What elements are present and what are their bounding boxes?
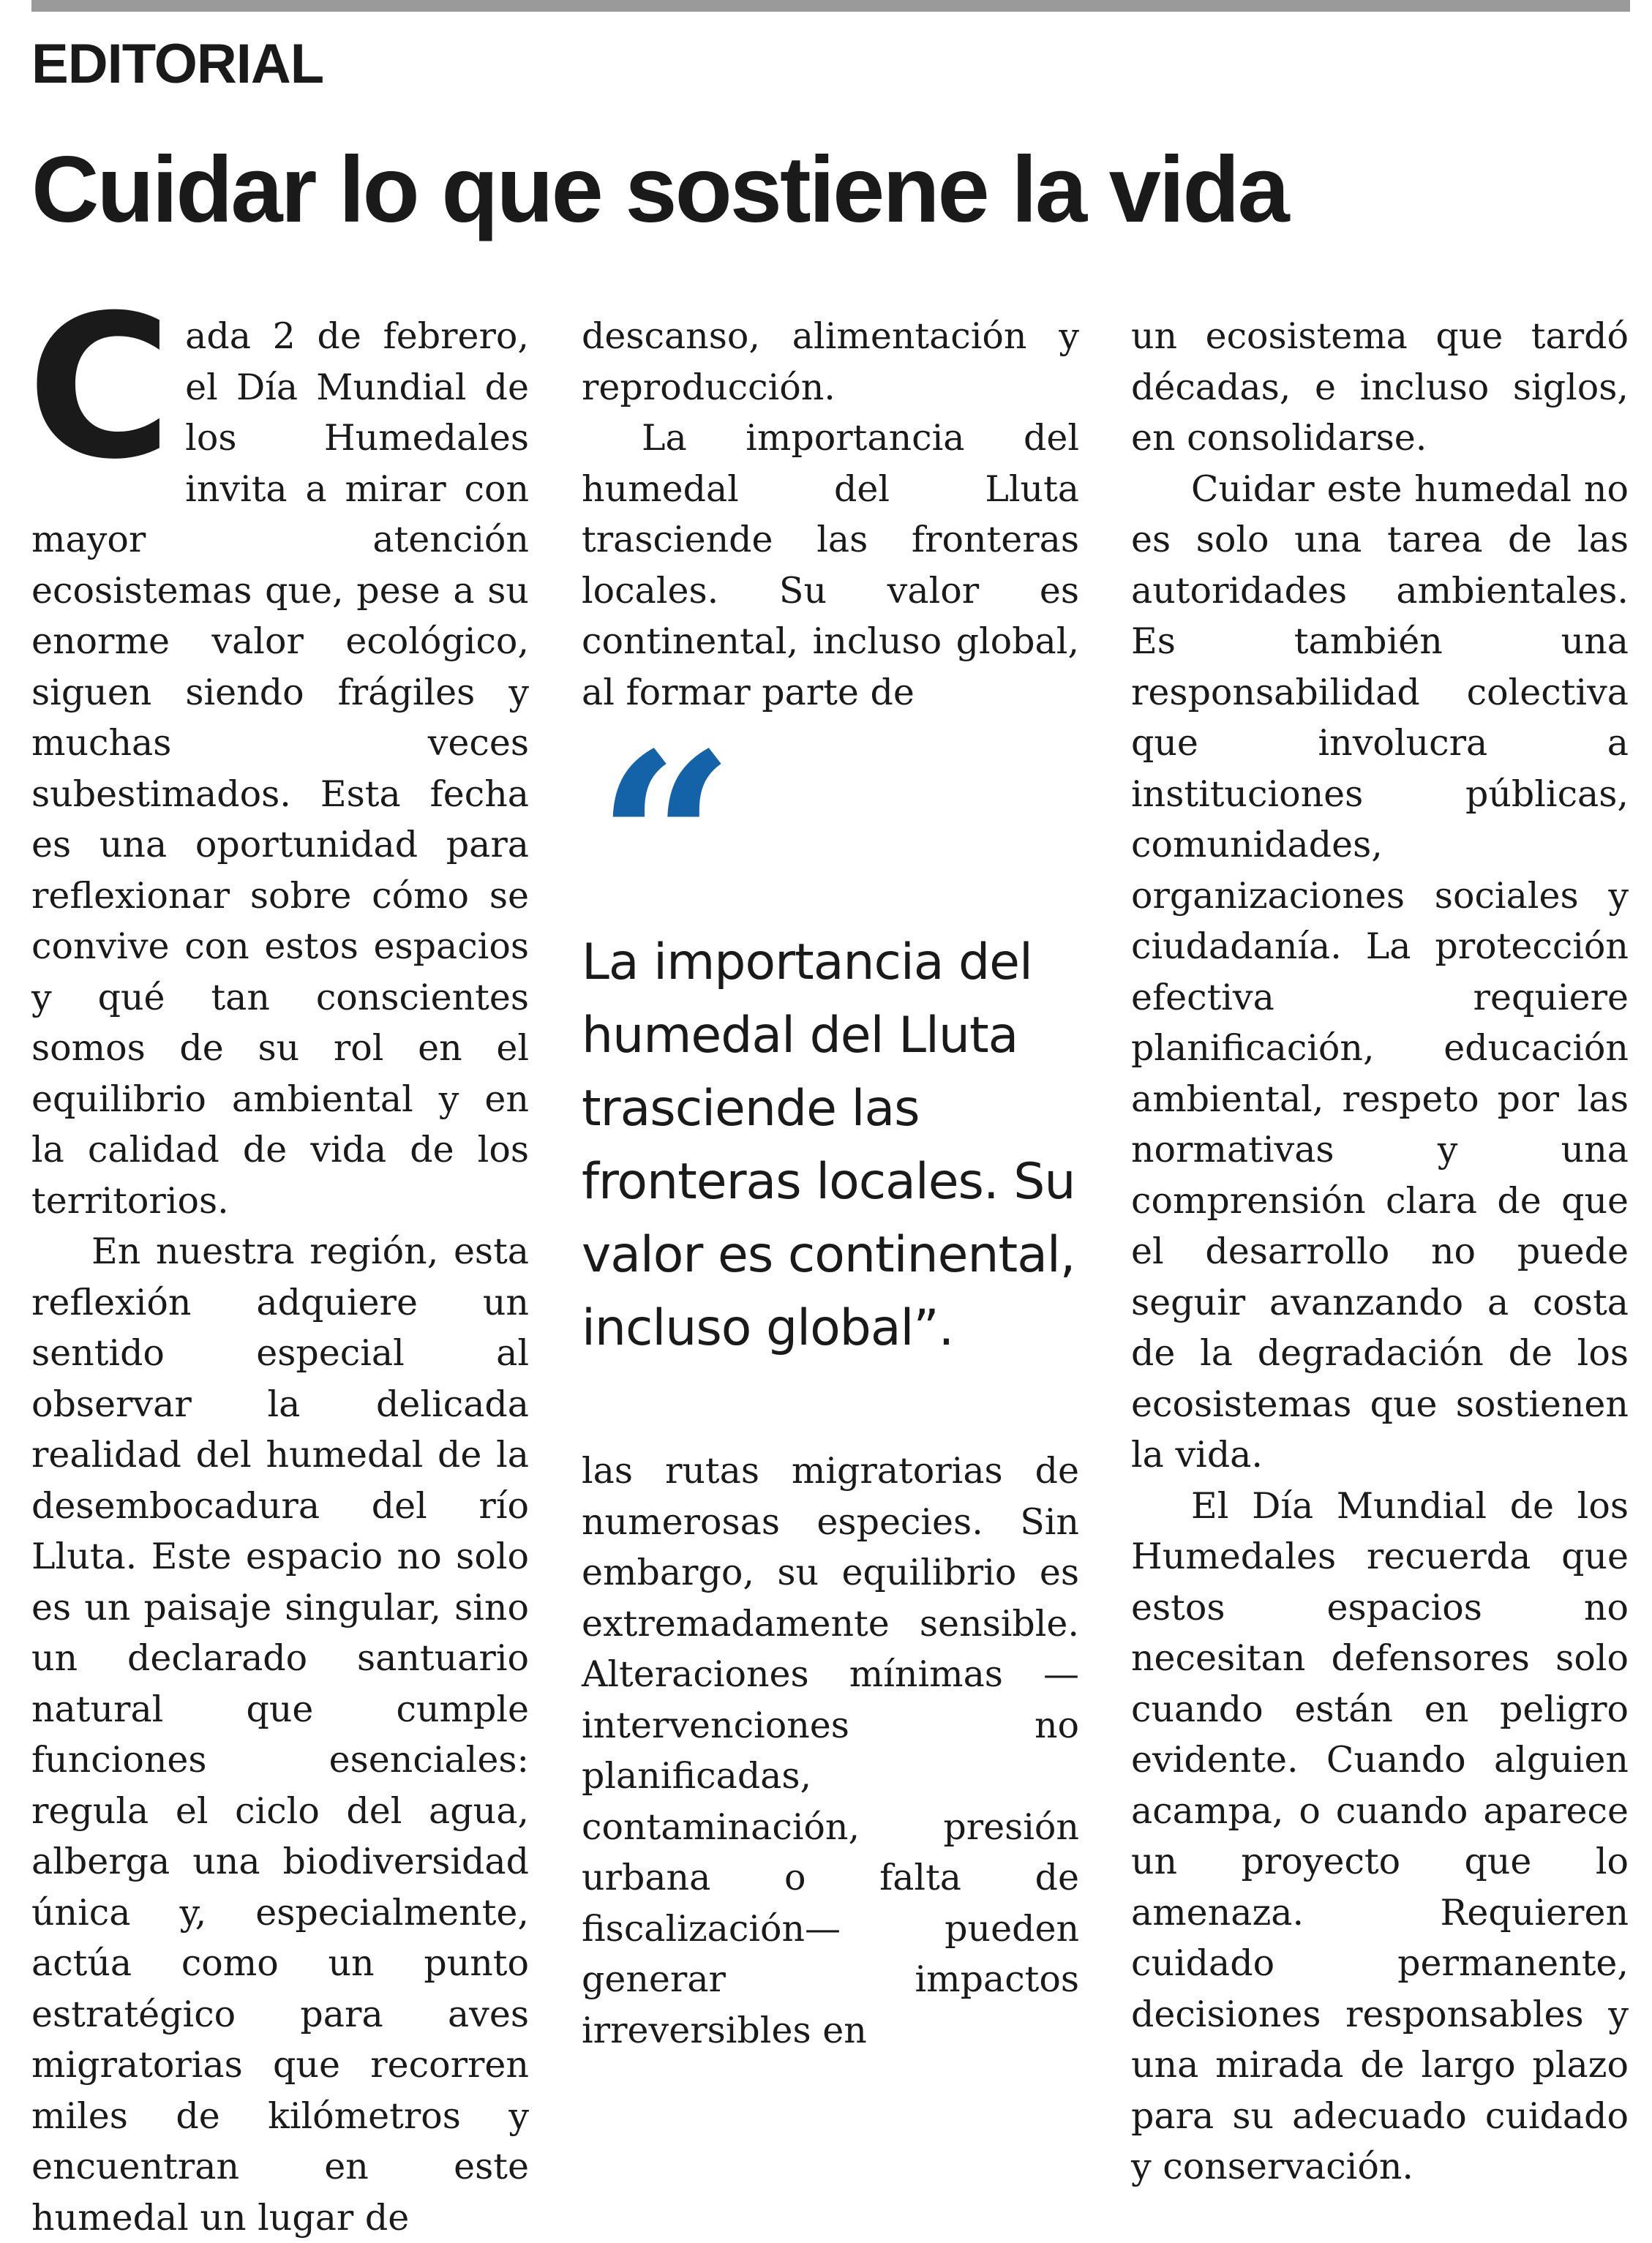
article-column-1 (27, 272, 529, 2243)
article-column-3 (1131, 311, 1629, 2193)
headline: Cuidar lo que sostiene la vida (31, 138, 1288, 242)
lead-paragraph (27, 272, 529, 1226)
drop-cap: C (27, 272, 173, 503)
body-paragraph: descanso, alimentación y reproducción. (582, 315, 1079, 408)
body-paragraph: La importancia del humedal del Lluta trasciende las fronteras locales. Su valor es continental, incluso global, al formar parte de (582, 417, 1079, 713)
body-paragraph: En nuestra región, esta reflexión adquiere un sentido especial al observar la delicada realidad del humedal de la desembocadura del río Lluta. Este espacio no solo es un paisaje singular, sino un declarado santuario natural que cumple funciones esenciales: regula el ciclo del agua, alberga una biodiversidad única y, especialmente, actúa como un punto estratégico para aves migratorias que recorren miles de kilómetros y encuentran en este humedal un lugar de (31, 1231, 529, 2239)
section-label: EDITORIAL (31, 33, 324, 95)
quote-mark-icon: “ (596, 700, 735, 984)
pull-quote-text: La importancia del humedal del Lluta trasciende las fronteras locales. Su valor es continental, incluso global”. (582, 933, 1075, 1357)
body-paragraph: El Día Mundial de los Humedales recuerda que estos espacios no necesitan defensores solo cuando están en peligro evidente. Cuando alguien acampa, o cuando aparece un proyecto que lo amenaza. Requieren cuidado permanente, decisiones responsables y una mirada de largo plazo para su adecuado cuidado y conservación. (1131, 1484, 1629, 2187)
lead-paragraph-text: ada 2 de febrero, el Día Mundial de los Humedales invita a mirar con mayor atención ecosistemas que, pese a su enorme valor ecológico, siguen siendo frágiles y muchas veces subestimados. Esta fecha es una oportunidad para reflexionar sobre cómo se convive con estos espacios y qué tan conscientes somos de su rol en el equilibrio ambiental y en la calidad de vida de los territorios. (31, 315, 529, 1222)
body-paragraph: Cuidar este humedal no es solo una tarea de las autoridades ambientales. Es también una responsabilidad colectiva que involucra a instituciones públicas, comunidades, organizaciones sociales y ciudadanía. La protección efectiva requiere planificación, educación ambiental, respeto por las normativas y una comprensión clara de que el desarrollo no puede seguir avanzando a costa de la degradación de los ecosistemas que sostienen la vida. (1131, 467, 1629, 1476)
pull-quote (582, 700, 1079, 1365)
body-paragraph: las rutas migratorias de numerosas especies. Sin embargo, su equilibrio es extremadamente sensible. Alteraciones mínimas — intervenciones no planificadas, contaminación, presión urbana o falta de fiscalización— pueden generar impactos irreversibles en (582, 1450, 1079, 2051)
body-paragraph: un ecosistema que tardó décadas, e incluso siglos, en consolidarse. (1131, 315, 1629, 459)
article-column-2 (582, 311, 1079, 2056)
top-rule (31, 0, 1630, 12)
